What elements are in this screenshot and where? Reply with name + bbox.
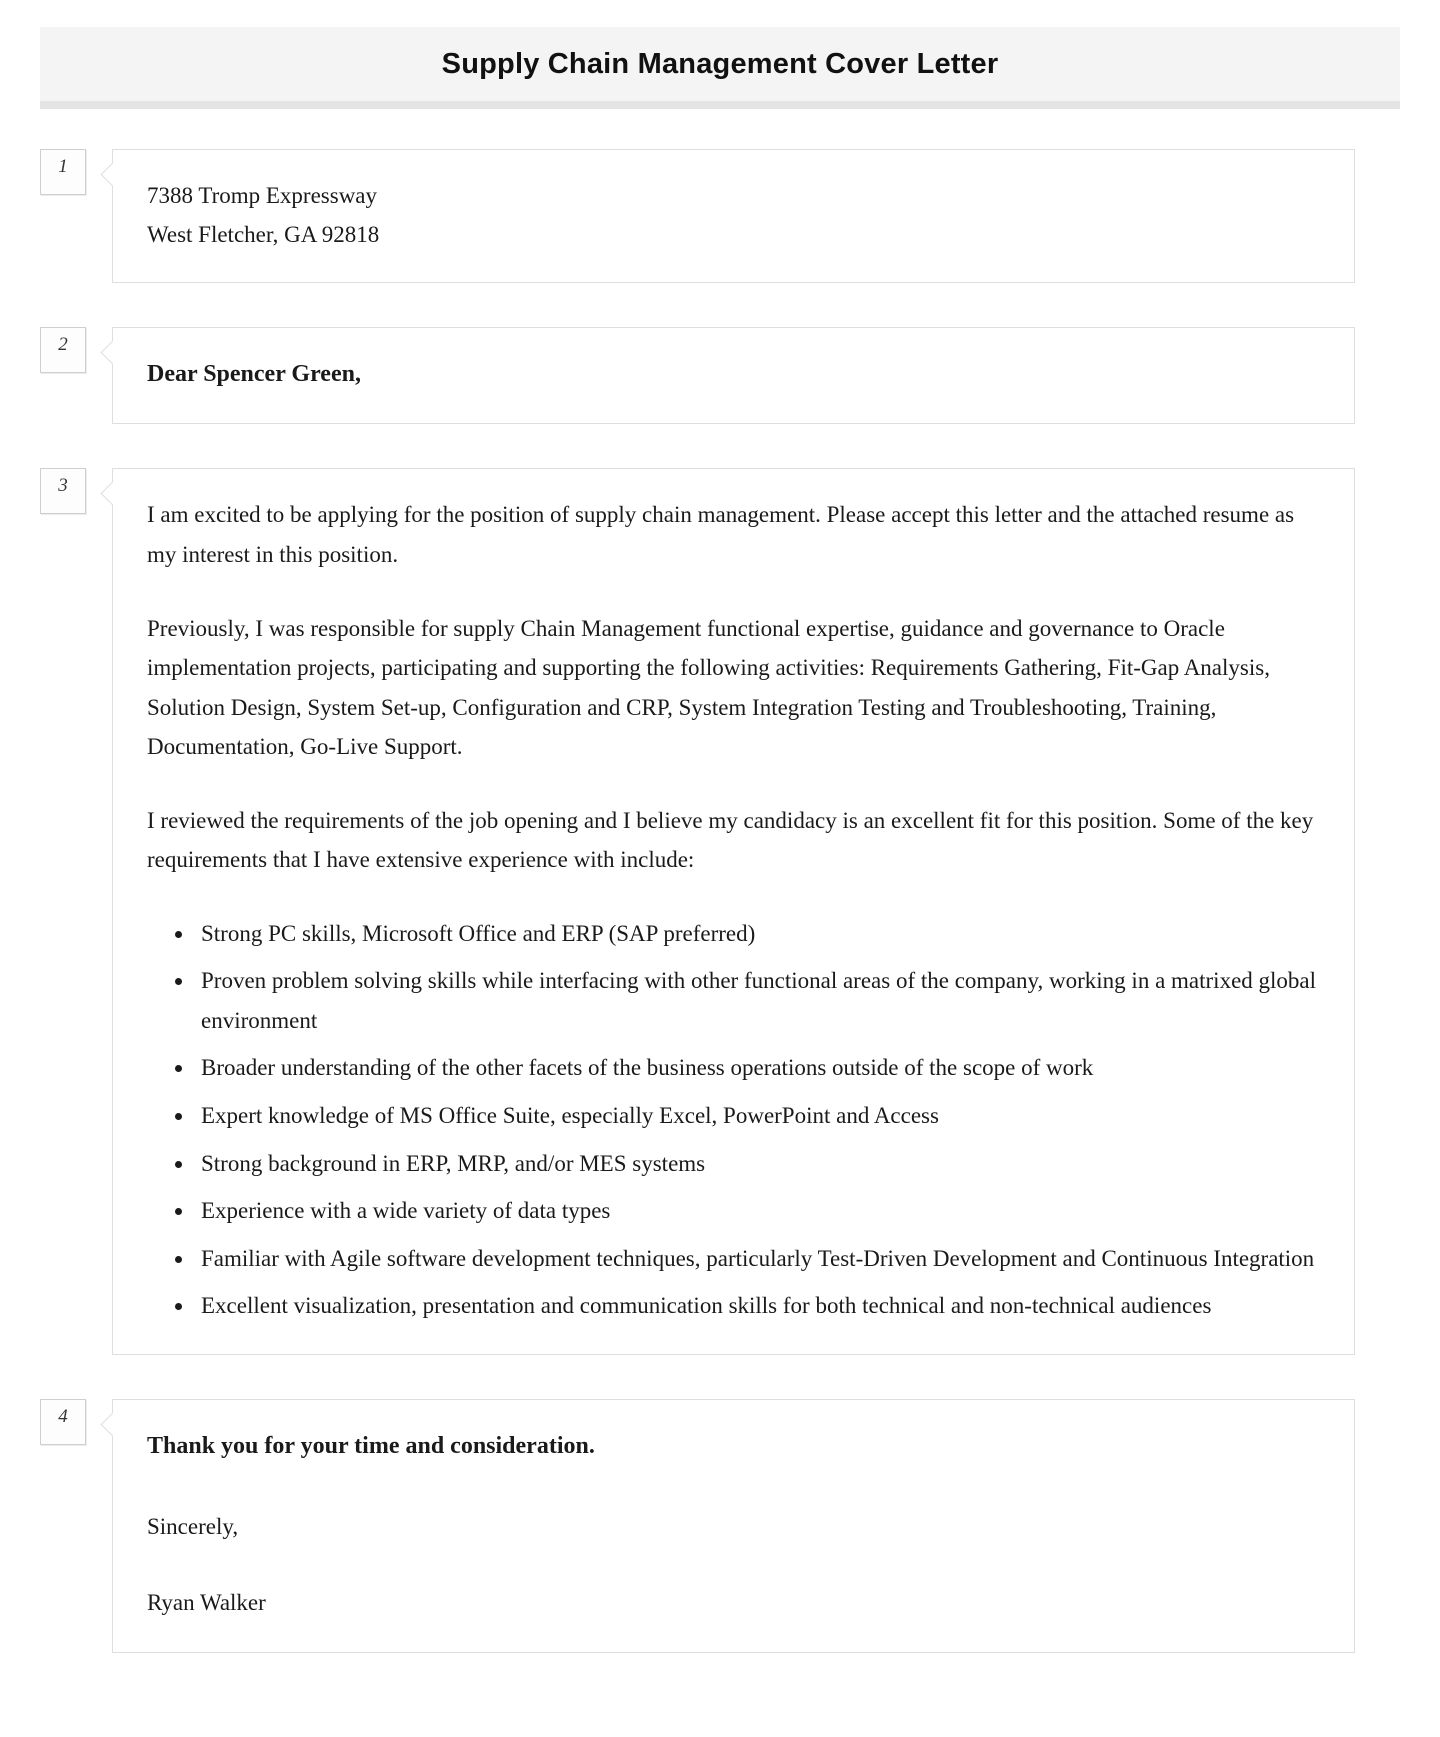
closing-block <box>112 1399 1355 1653</box>
page-title: Supply Chain Management Cover Letter <box>441 47 999 80</box>
address-block <box>112 149 1355 283</box>
section-number-badge: 4 <box>40 1399 86 1445</box>
bullet-item: • Proven problem solving skills while interfacing with other functional areas of the company, working in a matrixed global environment <box>195 961 1320 1040</box>
thanks-text: Thank you for your time and consideration. <box>147 1432 595 1459</box>
section-address <box>40 149 1355 283</box>
bullet-item: • Expert knowledge of MS Office Suite, especially Excel, PowerPoint and Access <box>195 1096 1320 1136</box>
bullet-item: • Excellent visualization, presentation and communication skills for both technical and non-technical audiences <box>195 1286 1320 1326</box>
body-block <box>112 468 1355 1354</box>
address-line-2: West Fletcher, GA 92818 <box>147 222 380 248</box>
paragraph-experience: Previously, I was responsible for supply Chain Management functional expertise, guidance and governance to Oracle implementation projects, participating and supporting the following activities: Requirements Gathering, Fit-Gap Analysis, Solution Design, System Set-up, Configuration and CRP, System Integration Testing and Troubleshooting, Training, Documentation, Go-Live Support. <box>147 615 1270 760</box>
page-header <box>40 27 1400 109</box>
signature-name: Ryan Walker <box>147 1589 266 1615</box>
sections-container <box>0 109 1440 1737</box>
bullet-item: • Broader understanding of the other facets of the business operations outside of the scope of work <box>195 1048 1320 1088</box>
section-body <box>40 468 1355 1354</box>
section-closing <box>40 1399 1355 1653</box>
section-number-badge: 3 <box>40 468 86 514</box>
greeting-block <box>112 327 1355 424</box>
bullet-item: • Familiar with Agile software development techniques, particularly Test-Driven Development and Continuous Integration <box>195 1239 1320 1279</box>
section-number-badge: 2 <box>40 327 86 373</box>
signoff-text: Sincerely, <box>147 1514 239 1540</box>
address-line-1: 7388 Tromp Expressway <box>147 183 378 208</box>
paragraph-fit: I reviewed the requirements of the job opening and I believe my candidacy is an excellent fit for this position. Some of the key requirements that I have extensive experience with include: <box>147 807 1314 873</box>
greeting-text: Dear Spencer Green, <box>147 361 361 388</box>
paragraph-intro: I am excited to be applying for the position of supply chain management. Please accept this letter and the attached resume as my interest in this position. <box>147 502 1295 567</box>
bullet-item: • Experience with a wide variety of data types <box>195 1191 1320 1231</box>
bullet-item: • Strong PC skills, Microsoft Office and ERP (SAP preferred) <box>195 914 1320 954</box>
section-number-badge: 1 <box>40 149 86 195</box>
requirements-list <box>161 914 1320 1326</box>
section-greeting <box>40 327 1355 424</box>
cover-letter-page <box>0 27 1440 1737</box>
bullet-item: • Strong background in ERP, MRP, and/or MES systems <box>195 1144 1320 1184</box>
